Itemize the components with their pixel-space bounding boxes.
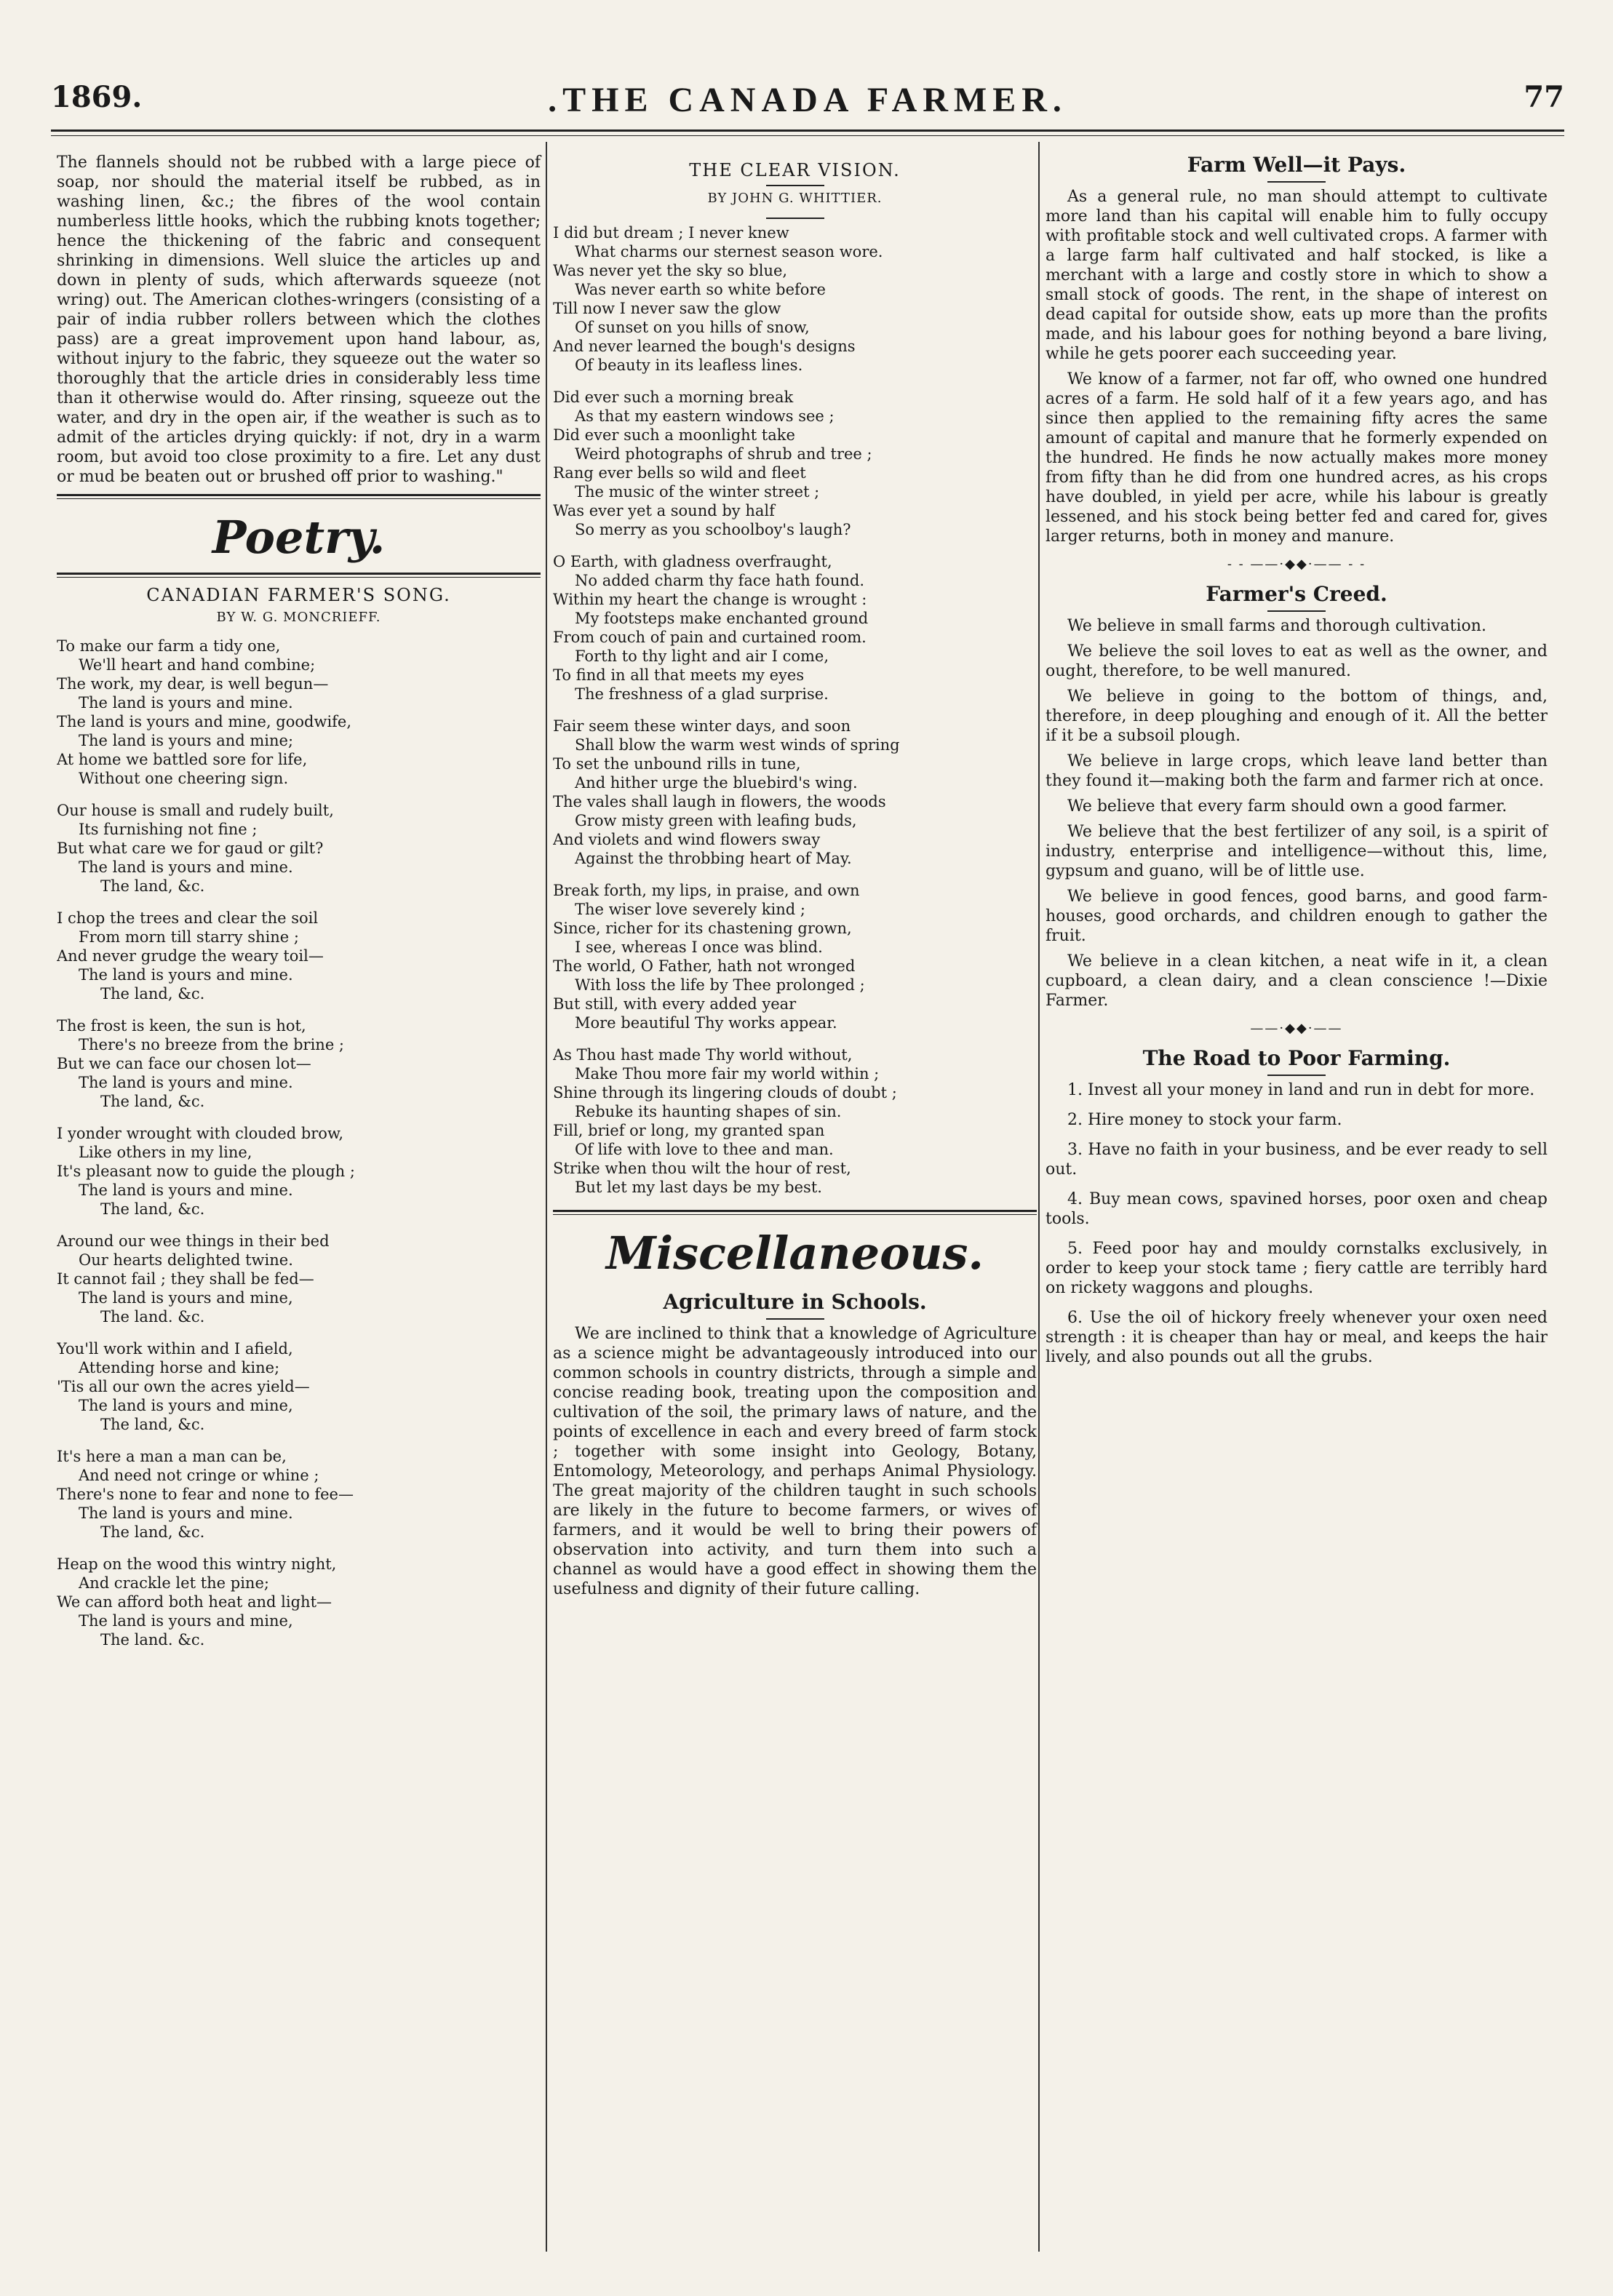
title-rule (766, 218, 824, 219)
road-list (1046, 1080, 1548, 1367)
article-title: The Road to Poor Farming. (1142, 1046, 1451, 1070)
poem-line: Rebuke its haunting shapes of sin. (575, 1103, 842, 1120)
stanza (57, 1339, 541, 1434)
poem-line: Our house is small and rudely built, (57, 802, 334, 819)
poem-line: Strike when thou wilt the hour of rest, (553, 1160, 851, 1177)
poem-line: The land is yours and mine. (79, 1504, 293, 1522)
poem-line: No added charm thy face hath found. (575, 572, 865, 589)
poem-title: CANADIAN FARMER'S SONG. (146, 585, 451, 605)
stanza (57, 1555, 541, 1649)
poem-line: We'll heart and hand combine; (79, 656, 316, 674)
stanza (57, 1232, 541, 1326)
poem-line: I did but dream ; I never knew (553, 224, 789, 242)
masthead-title: .THE CANADA FARMER. (548, 81, 1067, 119)
stanza (57, 801, 541, 896)
poetry-section-title: Poetry. (212, 511, 386, 564)
poem-line: The land is yours and mine. (79, 966, 293, 984)
poem-line: And never learned the bough's designs (553, 338, 856, 355)
poem-line: Forth to thy light and air I come, (575, 647, 829, 665)
poem-line: The work, my dear, is well begun— (57, 675, 329, 693)
creed-item: We believe that the best fertilizer of any soil, is a spirit of industry, enterprise and intelligence—without this, lime, gypsum and guano, will be of little use. (1046, 823, 1548, 880)
creed-list (1046, 616, 1548, 1011)
poem-line: There's none to fear and none to fee— (57, 1486, 354, 1503)
poem-line: But let my last days be my best. (575, 1179, 822, 1196)
poem-line: I chop the trees and clear the soil (57, 909, 319, 927)
poem-line: The land, &c. (100, 1093, 205, 1110)
title-rule (766, 185, 824, 186)
poem-line: The land, &c. (100, 877, 205, 895)
title-rule (1267, 181, 1326, 183)
creed-item: We believe in good fences, good barns, and good farm-houses, good orchards, and children enough to gather the fruit. (1046, 888, 1548, 945)
creed-item: We believe the soil loves to eat as well as the owner, and ought, therefore, to be well manured. (1046, 642, 1548, 680)
poem-line: The land is yours and mine, (79, 1612, 293, 1630)
poem-line: The frost is keen, the sun is hot, (57, 1017, 306, 1035)
poem-line: 'Tis all our own the acres yield— (57, 1378, 310, 1395)
poem-line: Make Thou more fair my world within ; (575, 1065, 880, 1083)
creed-item: We believe in large crops, which leave land better than they found it—making both the farm and farmer rich at once. (1046, 752, 1548, 790)
poem-line: The land. &c. (100, 1631, 205, 1649)
poem-line: And need not cringe or whine ; (79, 1467, 319, 1484)
poem-line: Around our wee things in their bed (57, 1232, 330, 1250)
creed-item: We believe in a clean kitchen, a neat wife in it, a clean cupboard, a clean dairy, and a clean conscience !—Dixie Farmer. (1046, 952, 1548, 1010)
article-title: Farm Well—it Pays. (1187, 153, 1406, 177)
creed-item: We believe that every farm should own a good farmer. (1067, 797, 1508, 816)
masthead-page-number: 77 (1524, 80, 1564, 114)
ornament-divider: - - ——·◆◆·—— - - (1227, 557, 1366, 572)
poem-line: To set the unbound rills in tune, (553, 755, 801, 773)
poem-line: The wiser love severely kind ; (575, 901, 805, 918)
creed-item: We believe in going to the bottom of things, and, therefore, in deep ploughing and enough of it. All the better if it be a subsoil plough. (1046, 687, 1548, 745)
poem-line: From couch of pain and curtained room. (553, 629, 867, 646)
poem-line: To find in all that meets my eyes (553, 666, 805, 684)
poem-line: And crackle let the pine; (79, 1574, 269, 1592)
poem-line: With loss the life by Thee prolonged ; (575, 976, 865, 994)
poem-line: And hither urge the bluebird's wing. (575, 774, 858, 792)
poem-line: What charms our sternest season wore. (575, 243, 883, 260)
stanza (57, 1016, 541, 1111)
poem-line: The land is yours and mine, goodwife, (57, 713, 352, 730)
poem-line: As that my eastern windows see ; (575, 407, 835, 425)
poem-line: Till now I never saw the glow (553, 300, 781, 317)
poem-line: Was ever yet a sound by half (553, 502, 775, 519)
column-left (57, 153, 541, 1662)
poem-line: Without one cheering sign. (79, 770, 289, 787)
stanza (57, 637, 541, 788)
title-rule (1267, 1075, 1326, 1076)
stanza (57, 1447, 541, 1542)
poem-line: Did ever such a moonlight take (553, 426, 795, 444)
poem-line: Of beauty in its leafless lines. (575, 356, 803, 374)
header-rule (51, 129, 1564, 132)
poem-line: Heap on the wood this wintry night, (57, 1555, 337, 1573)
poem-line: The land is yours and mine. (79, 694, 293, 711)
section-rule (553, 1210, 1037, 1215)
poem-line: The music of the winter street ; (575, 483, 820, 501)
poem-line: Against the throbbing heart of May. (575, 850, 852, 867)
poem-line: Grow misty green with leafing buds, (575, 812, 857, 829)
poem-line: Break forth, my lips, in praise, and own (553, 882, 860, 899)
flannel-paragraph: The flannels should not be rubbed with a large piece of soap, nor should the material itself be rubbed, as in washing linen, &c.; the fibres of the wool contain numberless little hooks, which the rubbing knots together; hence the thickening of the fabric and consequent shrinking in dimensions. Well sluice the articles up and down in plenty of suds, which afterwards squeeze (not wring) out. The American clothes-wringers (consisting of a pair of india rubber rollers between which the clothes pass) are a great improvement upon hand labour, as, without injury to the fabric, they squeeze out the water so thoroughly that the article dries in considerably less time than it otherwise would do. After rinsing, squeeze out the water, and dry in the open air, if the weather is such as to admit of the articles drying quickly: if not, dry in a warm room, but avoid too close proximity to a fire. Let any dust or mud be beaten out or brushed off prior to washing." (57, 154, 541, 486)
poem-line: More beautiful Thy works appear. (575, 1014, 837, 1032)
poem-line: Did ever such a morning break (553, 388, 794, 406)
stanza (553, 223, 1037, 375)
poem-title: THE CLEAR VISION. (689, 160, 901, 180)
poem-line: Was never earth so white before (575, 281, 826, 298)
poem-line: To make our farm a tidy one, (57, 637, 281, 655)
poem-line: But what care we for gaud or gilt? (57, 840, 324, 857)
poem-line: I see, whereas I once was blind. (575, 938, 823, 956)
poem-line: I yonder wrought with clouded brow, (57, 1125, 344, 1142)
poem-line: Weird photographs of shrub and tree ; (575, 445, 872, 463)
poem-line: Attending horse and kine; (79, 1359, 280, 1376)
poem-line: Of life with love to thee and man. (575, 1141, 834, 1158)
poem-line: The land is yours and mine, (79, 1289, 293, 1307)
road-item: 4. Buy mean cows, spavined horses, poor oxen and cheap tools. (1046, 1190, 1548, 1228)
poem-line: And never grudge the weary toil— (57, 947, 324, 965)
poem-byline: BY W. G. MONCRIEFF. (216, 610, 381, 625)
poem-byline: BY JOHN G. WHITTIER. (707, 191, 883, 206)
poem-line: At home we battled sore for life, (57, 751, 308, 768)
title-rule (1267, 610, 1326, 612)
poem-line: Fair seem these winter days, and soon (553, 717, 851, 735)
stanza (553, 881, 1037, 1032)
poem-line: And violets and wind flowers sway (553, 831, 821, 848)
poem-line: But still, with every added year (553, 995, 797, 1013)
poem-line: It's pleasant now to guide the plough ; (57, 1163, 355, 1180)
poem-line: Rang ever bells so wild and fleet (553, 464, 806, 482)
poem-line: Shine through its lingering clouds of doubt ; (553, 1084, 897, 1101)
poem-line: Was never yet the sky so blue, (553, 262, 788, 279)
poem-line: The land is yours and mine. (79, 858, 293, 876)
poem-line: You'll work within and I afield, (57, 1340, 293, 1358)
road-item: 3. Have no faith in your business, and be ever ready to sell out. (1046, 1141, 1548, 1179)
poem-line: The land, &c. (100, 985, 205, 1002)
poem-body (553, 223, 1037, 1197)
section-rule (57, 573, 541, 578)
section-rule (57, 494, 541, 499)
column-right (1046, 153, 1548, 1377)
poem-line: The land, &c. (100, 1416, 205, 1433)
stanza (57, 909, 541, 1003)
creed-item: We believe in small farms and thorough cultivation. (1067, 617, 1486, 635)
poem-line: The land is yours and mine, (79, 1397, 293, 1414)
poem-line: There's no breeze from the brine ; (79, 1036, 345, 1053)
poem-line: Shall blow the warm west winds of spring (575, 736, 900, 754)
road-item: 2. Hire money to stock your farm. (1067, 1111, 1342, 1129)
poem-line: The land, &c. (100, 1200, 205, 1218)
stanza (553, 552, 1037, 703)
poem-line: Like others in my line, (79, 1144, 252, 1161)
poem-line: Since, richer for its chastening grown, (553, 920, 852, 937)
poem-line: It cannot fail ; they shall be fed— (57, 1270, 314, 1288)
column-middle (553, 153, 1037, 1605)
poem-line: The land. &c. (100, 1308, 205, 1326)
poem-line: The vales shall laugh in flowers, the woods (553, 793, 886, 810)
poem-line: The land is yours and mine; (79, 732, 294, 749)
poem-line: From morn till starry shine ; (79, 928, 299, 946)
poem-line: Of sunset on you hills of snow, (575, 319, 810, 336)
poem-line: The land, &c. (100, 1523, 205, 1541)
article-title: Agriculture in Schools. (663, 1290, 927, 1314)
stanza (553, 717, 1037, 868)
poem-line: As Thou hast made Thy world without, (553, 1046, 853, 1064)
article-body: We are inclined to think that a knowledge of Agriculture as a science might be advantageously introduced into our common schools in country districts, through a simple and concise reading book, treating upon the composition and cultivation of the soil, the primary laws of nature, and the points of excellence in each and every breed of farm stock ; together with some insight into Geology, Botany, Entomology, Meteorology, and perhaps Animal Physiology. The great majority of the children taught in such schools are likely in the future to become farmers, or wives of farmers, and it would be well to bring their powers of observation into activity, and turn them into such a channel as would have a good effect in showing them the usefulness and dignity of their future calling. (553, 1325, 1037, 1598)
road-item: 6. Use the oil of hickory freely whenever your oxen need strength : it is cheaper than hay or meal, and keeps the hair lively, and also pounds out all the grubs. (1046, 1309, 1548, 1366)
stanza (553, 1045, 1037, 1197)
poem-line: Its furnishing not fine ; (79, 821, 258, 838)
poem-body (57, 637, 541, 1649)
masthead (51, 80, 1564, 124)
header-rule-thin (51, 135, 1564, 136)
column-divider (546, 142, 547, 2252)
poem-line: The world, O Father, hath not wronged (553, 957, 856, 975)
poem-line: Fill, brief or long, my granted span (553, 1122, 825, 1139)
masthead-year: 1869. (51, 80, 143, 114)
road-item: 1. Invest all your money in land and run in debt for more. (1067, 1081, 1535, 1099)
column-divider (1038, 142, 1040, 2252)
poem-line: We can afford both heat and light— (57, 1593, 332, 1611)
poem-line: My footsteps make enchanted ground (575, 610, 869, 627)
miscellaneous-section-title: Miscellaneous. (605, 1227, 984, 1280)
article-paragraph: As a general rule, no man should attempt to cultivate more land than his capital will enable him to fully occupy with profitable stock and well cultivated crops. A farmer with a large farm half cultivated and half stocked, is like a merchant with a large and costly store in which to show a small stock of goods. The rent, in the shape of interest on dead capital for outside show, eats up more than the profits made, and his labour goes for nothing beyond a bare living, while he gets poorer each succeeding year. (1046, 188, 1548, 363)
title-rule (766, 1318, 824, 1320)
poem-line: The freshness of a glad surprise. (575, 685, 829, 703)
poem-line: But we can face our chosen lot— (57, 1055, 311, 1072)
ornament-divider: ——·◆◆·—— (1250, 1021, 1343, 1036)
poem-line: So merry as you schoolboy's laugh? (575, 521, 851, 538)
poem-line: The land is yours and mine. (79, 1181, 293, 1199)
poem-line: The land is yours and mine. (79, 1074, 293, 1091)
poem-line: Within my heart the change is wrought : (553, 591, 867, 608)
poem-line: It's here a man a man can be, (57, 1448, 287, 1465)
road-item: 5. Feed poor hay and mouldy cornstalks exclusively, in order to keep your stock tame ; fiery cattle are terribly hard on rickety waggons and ploughs. (1046, 1240, 1548, 1297)
article-paragraph: We know of a farmer, not far off, who owned one hundred acres of a farm. He sold half of it a few years ago, and has since then applied to the remaining fifty acres the same amount of capital and manure that he formerly expended on the hundred. He finds he now actually makes more money from fifty than he did from one hundred acres, as his crops have doubled, in yield per acre, while his labour is greatly lessened, and his stock being better fed and cared for, gives larger returns, both in money and manure. (1046, 370, 1548, 546)
article-title: Farmer's Creed. (1206, 582, 1387, 606)
poem-line: Our hearts delighted twine. (79, 1251, 293, 1269)
stanza (553, 388, 1037, 539)
stanza (57, 1124, 541, 1219)
poem-line: O Earth, with gladness overfraught, (553, 553, 832, 570)
